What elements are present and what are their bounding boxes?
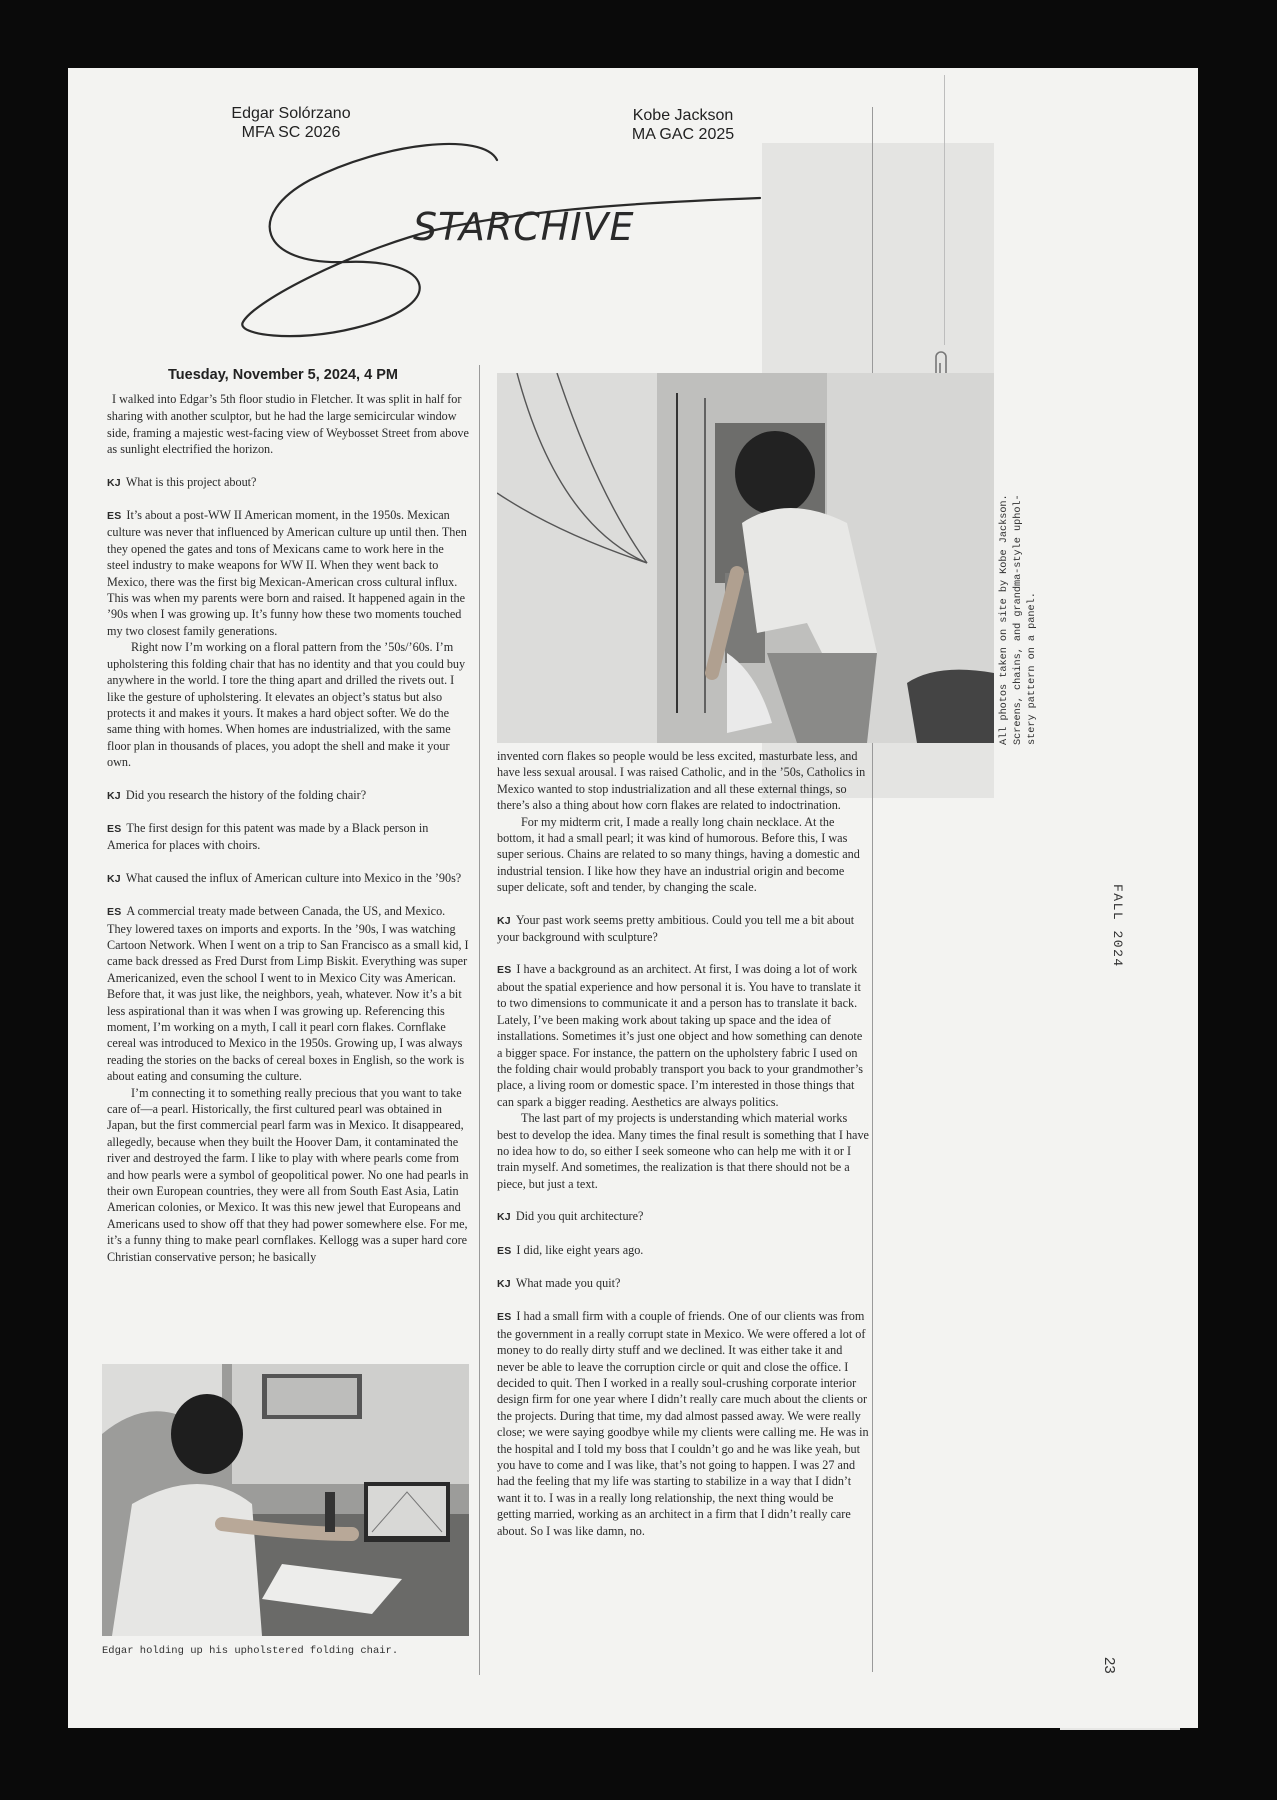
paragraph — [497, 814, 869, 896]
speaker-initials: ES — [107, 906, 122, 919]
paragraph — [497, 1208, 869, 1225]
column-divider-right — [872, 107, 873, 1672]
paragraph — [497, 1242, 869, 1259]
paragraph-text: The last part of my projects is understanding which material works best to develop the idea. Many times the final result is something that I have no idea how to do, so either I seek someone who can help me with it or I train myself. And sometimes, the realization is that there should not be a piece, but just a text. — [497, 1111, 869, 1191]
margin-rule — [944, 75, 945, 345]
interviewer-program: MA GAC 2025 — [631, 126, 735, 143]
paragraph-text: A commercial treaty made between Canada, the US, and Mexico. They lowered taxes on imports and exports. In the ’90s, I was watching Cartoon Network. When I went on a trip to San Francisco as a small kid, I came back dressed as Fred Durst from Limp Biskit. Everything was super Americanized, even the school I went to in Mexico City was American. Before that, it was just like, the neighbors, yeah, whatever. Now it’s a bit less aspirational than it was when I was growing up. Referencing this moment, I’m working on a myth, I call it pearl corn flakes. Cornflake cereal was introduced to Mexico in the 1950s. Growing up, I was always reading the stories on the backs of cereal boxes in English, so the work is about eating and consuming the culture. — [107, 904, 469, 1084]
interviewee-name: Edgar Solórzano — [231, 105, 351, 122]
column-divider-left — [479, 365, 480, 1675]
photo-desk-laptop — [102, 1364, 469, 1636]
paragraph — [107, 474, 469, 491]
paragraph — [107, 639, 469, 770]
caption-side — [998, 494, 1040, 745]
paragraph — [497, 912, 869, 946]
interviewee-block — [208, 104, 374, 142]
paragraph — [107, 507, 469, 639]
speaker-initials: KJ — [497, 914, 511, 927]
paragraph — [107, 391, 469, 458]
paragraph — [107, 820, 469, 854]
paragraph — [497, 961, 869, 1110]
title-text: STARCHIVE — [413, 205, 635, 249]
paragraph-text: Did you quit architecture? — [515, 1209, 644, 1224]
caption-side-line: stery pattern on a panel. — [1027, 592, 1038, 745]
column-right — [497, 748, 869, 1555]
paragraph — [107, 870, 469, 887]
paragraph — [107, 1085, 469, 1265]
speaker-initials: KJ — [107, 872, 121, 885]
interview-date: Tuesday, November 5, 2024, 4 PM — [168, 367, 398, 383]
paragraph-text: I’m connecting it to something really precious that you want to take care of—a pearl. Historically, the first cultured pearl was obtained in Japan, but the first commercial pearl farm was in Mexico. It disappeared, allegedly, because when they built the Hoover Dam, it contaminated the river and destroyed the farm. I like to play with where pearls come from and how pearls were a symbol of geopolitical power. No one had pearls in their own European countries, they were all from South East Asia, Latin American colonies, or Mexico. It was this new jewel that Europeans and Americans used to show off that they had power somewhere else. For me, it’s a funny thing to make pearl cornflakes. Kellogg was a super hard core Christian conservative person; he basically — [107, 1085, 469, 1264]
caption-side-line: All photos taken on site by Kobe Jackson. — [999, 494, 1010, 745]
paragraph-text: The first design for this patent was made by a Black person in America for places with choirs. — [107, 820, 429, 853]
paragraph — [497, 1308, 869, 1539]
paragraph-text: Right now I’m working on a floral pattern from the ’50s/’60s. I’m upholstering this folding chair that has no identity and that you could buy anywhere in the world. I tore the thing apart and drilled the rivets out. I like the gesture of upholstering. It elevates an object’s status but also protects it and makes it yours. It makes a hard object softer. We do the same thing with homes. When homes are industrialized, with the same floor plan in thousands of places, you adopt the shell and make it your own. — [107, 640, 466, 770]
speaker-initials: KJ — [497, 1277, 511, 1290]
speaker-initials: ES — [107, 510, 122, 523]
paragraph — [497, 1275, 869, 1292]
starchive-title — [235, 140, 775, 350]
interviewer-block — [600, 106, 766, 144]
paragraph-text: What made you quit? — [515, 1275, 621, 1290]
paragraph — [497, 748, 869, 814]
paragraph-text: invented corn flakes so people would be less excited, masturbate less, and have less sexual arousal. I was raised Catholic, and in the ’50s, Catholics in Mexico wanted to stop industrialization and all these external things, so there’s also a thing about how corn flakes are related to indoctrination. — [497, 749, 866, 813]
interviewer-name: Kobe Jackson — [632, 107, 734, 124]
paragraph-text: It’s about a post-WW II American moment, in the 1950s. Mexican culture was never that influenced by American culture up until then. Then they opened the gates and tons of Mexicans came to work here in the steel industry to make weapons for WW II. When they went back to Mexico, there was the first big Mexican-American cross cultural influx. This was when my parents were born and raised. It happened again in the ’90s when I was growing up. It’s funny how these two moments touched my two closest family generations. — [107, 508, 467, 638]
paragraph-text: Did you research the history of the folding chair? — [125, 787, 367, 802]
speaker-initials: KJ — [107, 476, 121, 489]
paragraph-text: I did, like eight years ago. — [516, 1242, 644, 1257]
paragraph-text: For my midterm crit, I made a really long chain necklace. At the bottom, it had a small pearl; it was kind of humorous. Before this, I was super serious. Chains are related to so many things, having a domestic and industrial tension. I like how they have an industrial origin and become super delicate, soft and tender, by changing the scale. — [497, 814, 860, 895]
paragraph-text: What is this project about? — [125, 474, 257, 489]
speaker-initials: KJ — [107, 789, 121, 802]
paragraph — [497, 1110, 869, 1192]
paragraph-text: What caused the influx of American culture into Mexico in the ’90s? — [125, 870, 462, 885]
caption-side-line: Screens, chains, and grandma-style uphol- — [1013, 494, 1024, 745]
caption-bottom: Edgar holding up his upholstered folding chair. — [102, 1645, 399, 1657]
page-number: 23 — [1101, 1657, 1118, 1674]
season-label: FALL 2024 — [1110, 884, 1125, 968]
speaker-initials: ES — [107, 822, 122, 835]
paragraph-text: I have a background as an architect. At first, I was doing a lot of work about the spatial experience and how personal it is. You have to translate it to two dimensions to communicate it and a person has to translate it back. Lately, I’ve been making work about taking up space and the idea of installations. Sometimes it’s just one object and how something can denote a bigger space. For instance, the pattern on the upholstery fabric I used on the folding chair would probably transport you back to your grandmother’s place, a living room or domestic space. I’m interested in those things that can spark a bigger reading. Aesthetics are always politics. — [497, 962, 863, 1109]
paragraph-text: I had a small firm with a couple of friends. One of our clients was from the government in a really corrupt state in Mexico. We were offered a lot of money to do really dirty stuff and we declined. It was either take it and never be able to leave the corruption circle or quit and close the office. I decided to quit. Then I worked in a really soul-crushing corporate interior design firm for one year where I didn’t really care much about the clients or the projects. During that time, my dad almost passed away. We were really close; we were saying goodbye while my clients were calling me. He was in the hospital and I told my boss that I couldn’t go and he was like yeah, but you have to come and I was like, that’s not going to happen. I was 27 and had the feeling that my life was starting to stabilize in a way that I didn’t want it to. I was in a really long relationship, the next thing would be getting married, working as an architect in a firm that I didn’t really care about. So I was like damn, no. — [497, 1309, 869, 1538]
interviewee-program: MFA SC 2026 — [241, 124, 341, 141]
paragraph-text: I walked into Edgar’s 5th floor studio in Fletcher. It was split in half for sharing with another sculptor, but he had the large semicircular window side, framing a majestic west-facing view of Weybosset Street from above as sunlight electrified the horizon. — [107, 392, 469, 457]
speaker-initials: ES — [497, 964, 512, 977]
column-left — [107, 391, 469, 1281]
speaker-initials: KJ — [497, 1211, 511, 1224]
paragraph — [107, 903, 469, 1084]
speaker-initials: ES — [497, 1311, 512, 1324]
photo-studio-panel — [497, 373, 994, 743]
paragraph — [107, 787, 469, 804]
speaker-initials: ES — [497, 1244, 512, 1257]
paragraph-text: Your past work seems pretty ambitious. Could you tell me a bit about your background with sculpture? — [497, 912, 855, 945]
